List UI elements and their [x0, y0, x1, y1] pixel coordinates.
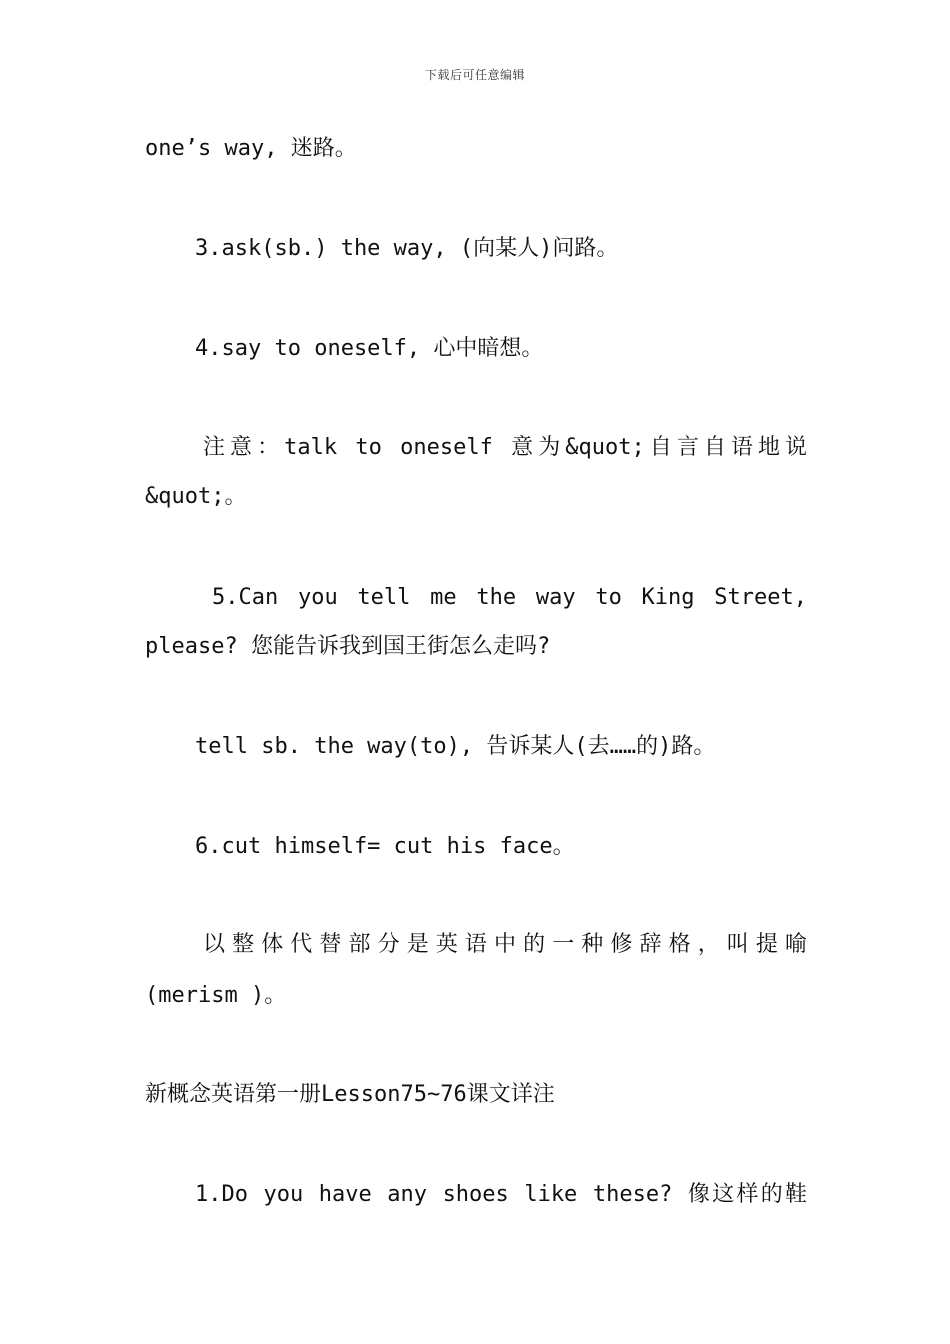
text-line-4: 注意：talk to oneself 意为&quot;自言自语地说 — [203, 435, 807, 460]
text-line-2: 3.ask(sb.) the way, (向某人)问路。 — [195, 236, 619, 261]
page-header: 下载后可任意编辑 — [424, 68, 525, 82]
text-line-3: 4.say to oneself, 心中暗想。 — [195, 336, 544, 361]
text-line-8: tell sb. the way(to), 告诉某人(去……的)路。 — [195, 734, 716, 759]
text-line-9: 6.cut himself= cut his face。 — [195, 834, 575, 859]
text-line-1: one’s way, 迷路。 — [145, 136, 357, 161]
text-line-13: 1.Do you have any shoes like these? 像这样的鞋 — [195, 1182, 807, 1207]
text-line-6: 5.Can you tell me the way to King Street, — [212, 585, 807, 610]
text-line-5: &quot;。 — [145, 484, 247, 509]
text-line-10: 以整体代替部分是英语中的一种修辞格，叫提喻 — [203, 932, 807, 957]
text-line-11: (merism )。 — [145, 983, 287, 1008]
text-line-7: please? 您能告诉我到国王街怎么走吗? — [145, 634, 551, 659]
section-heading: 新概念英语第一册Lesson75~76课文详注 — [145, 1082, 555, 1107]
